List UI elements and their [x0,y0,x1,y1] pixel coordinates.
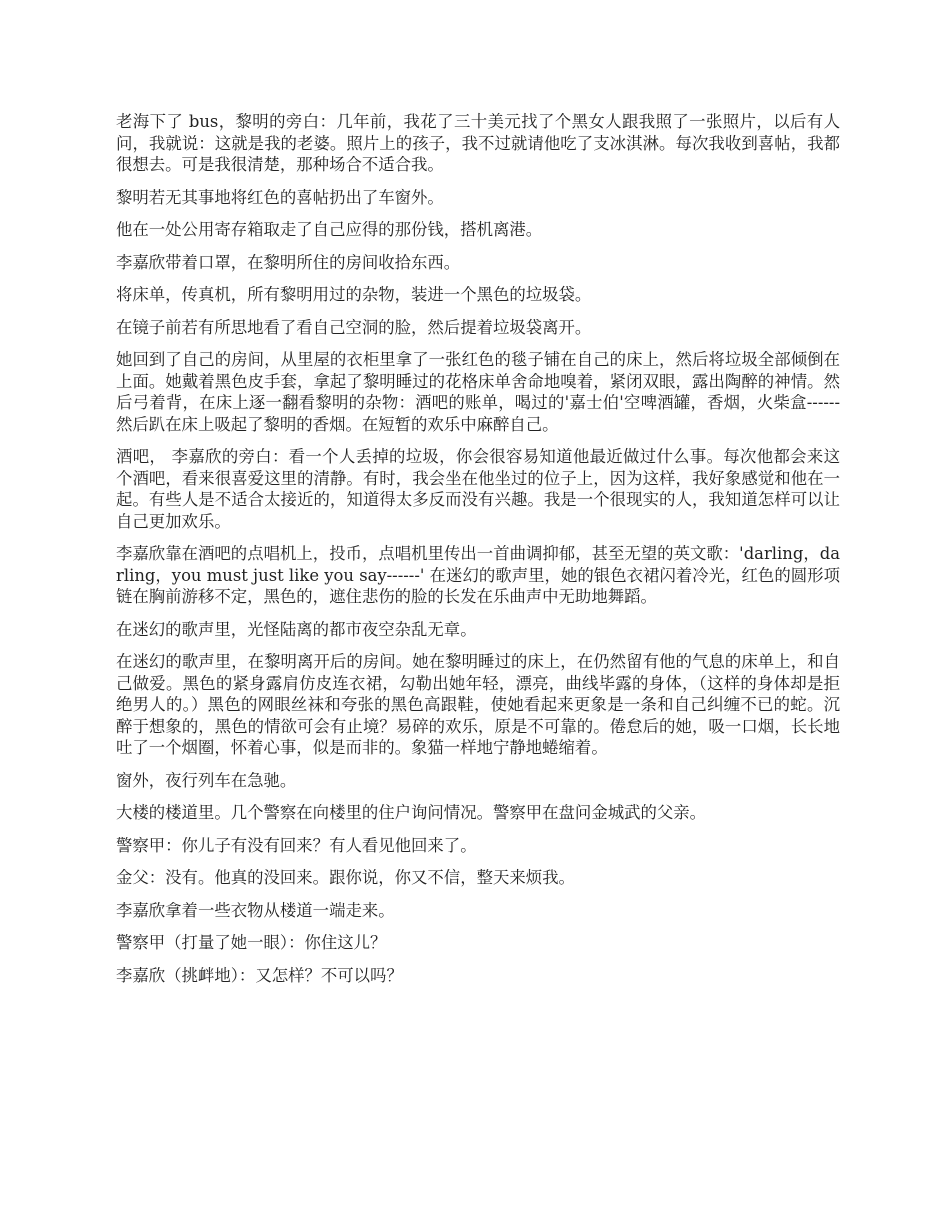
paragraph-12: 窗外，夜行列车在急驰。 [116,770,297,790]
paragraph-6: 在镜子前若有所思地看了看自己空洞的脸，然后提着垃圾袋离开。 [116,317,592,337]
paragraph-2: 黎明若无其事地将红色的喜帖扔出了车窗外。 [116,187,444,207]
paragraph-8: 酒吧， 李嘉欣的旁白：看一个人丢掉的垃圾，你会很容易知道他最近做过什么事。每次他都会来这个酒吧，看来很喜爱这里的清静。有时，我会坐在他坐过的位子上，因为这样，我好象感觉和他在一起。有些人是不适合太接近的，知道得太多反而没有兴趣。我是一个很现实的人，我知道怎样可以让自己更加欢乐。 [116,447,840,531]
paragraph-15: 金父：没有。他真的没回来。跟你说，你又不信，整天来烦我。 [116,868,575,887]
paragraph-10: 在迷幻的歌声里，光怪陆离的都市夜空杂乱无章。 [116,619,477,639]
paragraph-16: 李嘉欣拿着一些衣物从楼道一端走来。 [116,900,395,920]
paragraph-13: 大楼的楼道里。几个警察在向楼里的住户询问情况。警察甲在盘问金城武的父亲。 [116,803,707,822]
paragraph-3: 他在一处公用寄存箱取走了自己应得的那份钱，搭机离港。 [116,220,543,239]
paragraph-4: 李嘉欣带着口罩，在黎明所住的房间收拾东西。 [116,252,461,272]
paragraph-11: 在迷幻的歌声里，在黎明离开后的房间。她在黎明睡过的床上，在仍然留有他的气息的床单上，和自己做爱。黑色的紧身露肩仿皮连衣裙，勾勒出她年轻，漂亮，曲线毕露的身体，（这样的身体却是拒绝男人的。）黑色的网眼丝袜和夸张的黑色高跟鞋，使她看起来更象是一条和自己纠缠不已的蛇。沉醉于想象的，黑色的情欲可会有止境？易碎的欢乐，原是不可靠的。倦怠后的她，吸一口烟，长长地吐了一个烟圈，怀着心事，似是而非的。象猫一样地宁静地蜷缩着。 [116,652,840,757]
paragraph-17: 警察甲（打量了她一眼）：你住这儿？ [116,933,387,952]
paragraph-14: 警察甲：你儿子有没有回来？有人看见他回来了。 [116,835,477,855]
paragraph-9: 李嘉欣靠在酒吧的点唱机上，投币，点唱机里传出一首曲调抑郁，甚至无望的英文歌：'darling，darling，you must just like you say------' 在迷幻的歌声里，她的银色衣裙闪着冷光，红色的圆形项链在胸前游移不定，黑色的，遮住悲伤的脸的长发在乐曲声中无助地舞蹈。 [116,544,840,606]
paragraph-18: 李嘉欣（挑衅地）：又怎样？不可以吗？ [116,965,403,985]
paragraph-7: 她回到了自己的房间，从里屋的衣柜里拿了一张红色的毯子铺在自己的床上，然后将垃圾全部倾倒在上面。她戴着黑色皮手套，拿起了黎明睡过的花格床单舍命地嗅着，紧闭双眼，露出陶醉的神情。然后弓着背，在床上逐一翻看黎明的杂物：酒吧的账单，喝过的'嘉士伯'空啤酒罐，香烟，火柴盒------然后趴在床上吸起了黎明的香烟。在短暂的欢乐中麻醉自己。 [116,350,840,434]
paragraph-1: 老海下了 bus，黎明的旁白：几年前，我花了三十美元找了个黑女人跟我照了一张照片，以后有人问，我就说：这就是我的老婆。照片上的孩子，我不过就请他吃了支冰淇淋。每次我收到喜帖，我都很想去。可是我很清楚，那种场合不适合我。 [116,112,840,174]
paragraph-5: 将床单，传真机，所有黎明用过的杂物，装进一个黑色的垃圾袋。 [116,285,592,304]
document-page [116,111,840,997]
